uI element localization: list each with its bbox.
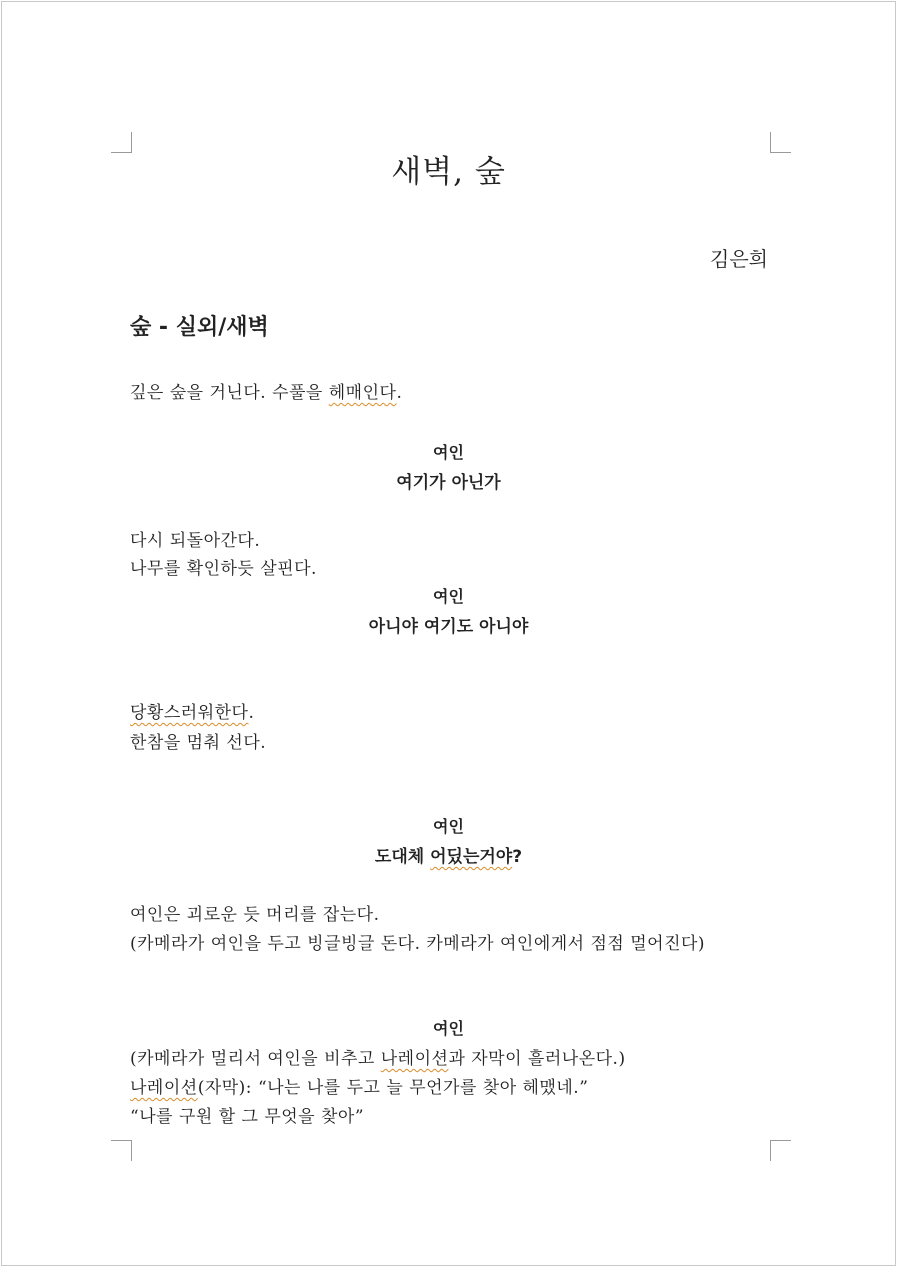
spellcheck-word[interactable]: 어딨는거야 bbox=[430, 847, 513, 867]
character-name[interactable]: 여인 bbox=[433, 587, 464, 606]
character-name[interactable]: 여인 bbox=[433, 1019, 464, 1038]
text-run: . bbox=[248, 703, 255, 723]
character-name[interactable]: 여인 bbox=[433, 817, 464, 836]
character-name[interactable]: 여인 bbox=[433, 443, 464, 462]
action-line[interactable]: 다시 되돌아간다. bbox=[130, 531, 261, 551]
spellcheck-word[interactable]: 나레이션 bbox=[130, 1078, 198, 1098]
author-name[interactable]: 김은희 bbox=[710, 247, 768, 271]
action-line[interactable]: “나를 구원 할 그 무엇을 찾아” bbox=[130, 1107, 365, 1127]
spellcheck-word[interactable]: 당황스러워한다 bbox=[130, 703, 249, 723]
text-run: ? bbox=[512, 847, 523, 867]
document-title[interactable]: 새벽, 숲 bbox=[391, 154, 506, 190]
margin-corner-bottom-left bbox=[111, 1140, 132, 1161]
action-line[interactable]: 여인은 괴로운 듯 머리를 잡는다. bbox=[130, 905, 380, 925]
action-line[interactable]: 한참을 멈춰 선다. bbox=[130, 733, 267, 753]
dialogue-line[interactable]: 여기가 아닌가 bbox=[396, 473, 501, 493]
action-line[interactable]: 나무를 확인하듯 살핀다. bbox=[130, 559, 317, 579]
action-line[interactable] bbox=[130, 378, 402, 403]
action-line[interactable] bbox=[130, 1073, 588, 1098]
action-line[interactable]: (카메라가 여인을 두고 빙글빙글 돈다. 카메라가 여인에게서 점점 멀어진다) bbox=[130, 934, 706, 954]
text-run: . bbox=[396, 383, 403, 403]
text-run: 과 자막이 흘러나온다.) bbox=[448, 1049, 626, 1069]
text-run: (자막): “나는 나를 두고 늘 무언가를 찾아 헤맸네.” bbox=[197, 1078, 589, 1098]
text-run: 깊은 숲을 거닌다. 수풀을 bbox=[130, 383, 329, 403]
text-run: (카메라가 멀리서 여인을 비추고 bbox=[130, 1049, 381, 1069]
action-line[interactable] bbox=[130, 1044, 626, 1069]
spellcheck-word[interactable]: 헤매인다 bbox=[328, 383, 397, 403]
dialogue-line[interactable] bbox=[0, 842, 897, 867]
scene-heading[interactable]: 숲 - 실외/새벽 bbox=[130, 315, 269, 340]
dialogue-line[interactable]: 아니야 여기도 아니야 bbox=[368, 617, 529, 637]
spellcheck-word[interactable]: 나레이션 bbox=[380, 1049, 449, 1069]
action-line[interactable] bbox=[130, 698, 254, 723]
text-run: 도대체 bbox=[374, 847, 431, 867]
margin-corner-bottom-right bbox=[770, 1140, 791, 1161]
